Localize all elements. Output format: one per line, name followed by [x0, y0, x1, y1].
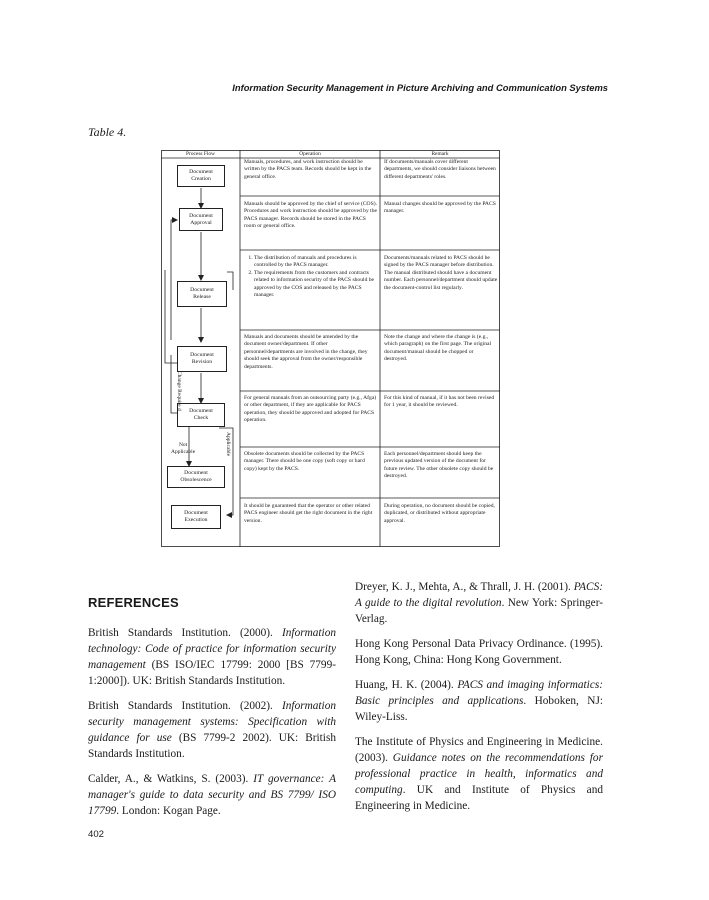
reference-entry: Huang, H. K. (2004). PACS and imaging informatics: Basic principles and applications. Hoboken, NJ: Wiley-Liss. [355, 679, 603, 723]
reference-entry: Calder, A., & Watkins, S. (2003). IT governance: A manager's guide to data security and BS 7799/ ISO 17799. London: Kogan Page. [88, 773, 336, 817]
reference-entry: Dreyer, K. J., Mehta, A., & Thrall, J. H. (2001). PACS: A guide to the digital revolution. New York: Springer-Verlag. [355, 581, 603, 625]
header-operation: Operation [299, 151, 321, 157]
operation-cell: Manuals should be approved by the chief of service (COS). Procedures and work instruction should be approved by the PACS manager. Records should be stored in the PACS room or general office. [244, 201, 377, 230]
operation-cell: Obsolete documents should be collected by the PACS manager. There should be one copy (soft copy or hard copy) kept by the PACS. [244, 451, 365, 472]
operation-cell: Manuals, procedures, and work instruction should be written by the PACS team. Records should be kept in the general office. [244, 159, 372, 180]
reference-entry: British Standards Institution. (2002). Information security management systems: Specification with guidance for use (BS 7799-2 2002). UK: British Standards Institution. [88, 700, 336, 760]
references-right-column [355, 579, 603, 823]
references-left-column [88, 625, 336, 828]
operation-cell [244, 255, 378, 299]
operation-cell: For general manuals from an outsourcing party (e.g., Afga) or other department, if they are applicable for PACS operation, they should be approved and adopted for PACS operation. [244, 395, 377, 424]
flow-document-obsolescence: Document Obsolescence [167, 466, 225, 488]
flow-label-not-applicable: Not Applicable [171, 442, 196, 455]
header-process-flow: Process Flow [186, 151, 215, 157]
remark-cell: Manual changes should be approved by the PACS manager. [384, 201, 496, 215]
remark-cell: During operation, no document should be copied, duplicated, or distributed without appropriate approval. [384, 503, 495, 524]
reference-entry: British Standards Institution. (2000). Information technology: Code of practice for information security management (BS ISO/IEC 17799: 2000 [BS 7799-1:2000]). UK: British Standards Institution. [88, 627, 336, 687]
references-heading: REFERENCES [88, 595, 179, 610]
remark-cell: Documents/manuals related to PACS should be signed by the PACS manager before distribution. The manual distributed should have a document number. Each personnel/department should update the document-control list regularly. [384, 255, 498, 291]
table-caption: Table 4. [88, 125, 127, 139]
header-remark: Remark [431, 151, 449, 157]
flow-document-revision: Document Revision [177, 346, 227, 372]
operation-cell: It should be guaranteed that the operator or other related PACS engineer should get the right document in the right version. [244, 503, 373, 524]
flow-document-approval: Document Approval [179, 208, 223, 231]
page-number: 402 [88, 829, 105, 840]
remark-cell: Note the change and where the change is (e.g., which paragraph) on the first page. The original document/manual should be chopped or destroyed. [384, 334, 492, 363]
remark-cell: For this kind of manual, if it has not been revised for 1 year, it should be reviewed. [384, 395, 495, 409]
table-4 [161, 150, 500, 547]
operation-cell: Manuals and documents should be amended by the document owner/department. If other personnel/departments are involved in the change, they should seek the approval from the owner/responsible departments. [244, 334, 368, 370]
reference-entry: Hong Kong Personal Data Privacy Ordinance. (1995). Hong Kong, China: Hong Kong Government. [355, 638, 603, 666]
flow-label-change-required: Change Require d [176, 371, 182, 411]
operation-list-item: 1. The distribution of manuals and procedures is controlled by the PACS manager. [254, 255, 378, 270]
remark-cell: Each personnel/department should keep the previous updated version of the document for future review. The other obsolete copy should be destroyed. [384, 451, 494, 480]
flow-document-release: Document Release [177, 281, 227, 307]
running-head: Information Security Management in Picture Archiving and Communication Systems [232, 82, 608, 93]
remark-cell: If documents/manuals cover different departments, we should consider liaisons between different departments' roles. [384, 159, 496, 180]
flow-document-creation: Document Creation [177, 165, 225, 187]
flow-document-check: Document Check [177, 403, 225, 427]
operation-list-item: 2. The requirements from the customers and contracts related to information security of the PACS should be approved by the COS and released by the PACS manager. [254, 270, 378, 300]
reference-entry: The Institute of Physics and Engineering in Medicine. (2003). Guidance notes on the recommendations for professional practice in health, informatics and computing. UK and Institute of Physics and Engineering in Medicine. [355, 736, 603, 812]
flow-label-applicable: Applicable [225, 432, 231, 457]
flow-document-execution: Document Execution [171, 505, 221, 529]
